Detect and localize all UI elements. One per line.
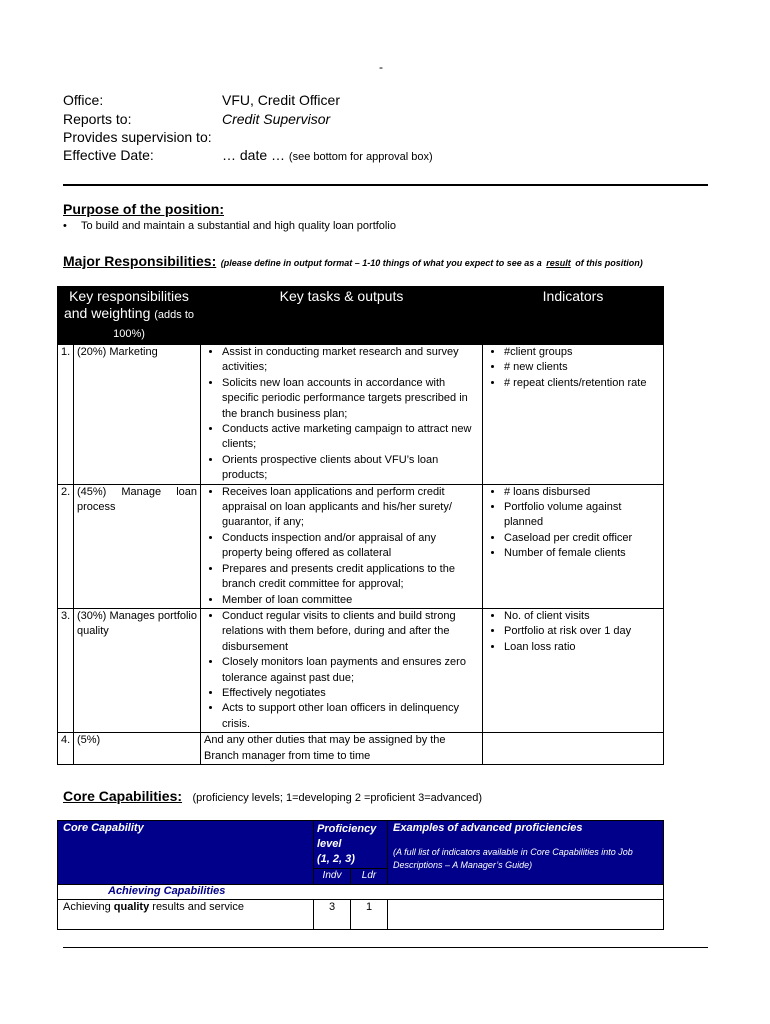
reports-label: Reports to: (63, 111, 132, 127)
indicators-cell: • # loans disbursed • Portfolio volume against planned • Caseload per credit officer • Number of female clients (483, 484, 664, 608)
core-section-label: Achieving Capabilities (58, 885, 664, 900)
core-row-capability: Achieving quality results and service (58, 900, 314, 930)
purpose-text: To build and maintain a substantial and high quality loan portfolio (81, 220, 396, 232)
major-note-link: result (546, 258, 571, 268)
reports-value: Credit Supervisor (222, 111, 331, 127)
top-mark: - (379, 60, 383, 74)
purpose-title: Purpose of the position: (63, 201, 224, 217)
table-row: 3. (30%) Manages portfolio quality • Conduct regular visits to clients and build strong relations with them before, during and after the disbursement • Closely monitors loan payments and ensures zero tolerance against past due; • Effectively negotiates • Acts to support other loan officers in delinquency crisis. • No. of client visits • Portfolio at risk over 1 day • Loan loss ratio (58, 608, 664, 732)
tasks-cell: And any other duties that may be assigned by the Branch manager from time to time (201, 733, 483, 765)
table-row: 2. (45%) Manage loan process • Receives loan applications and perform credit appraisal on loan applicants and his/her surety/ guarantor, if any; • Conducts inspection and/or appraisal of any property being offered as collateral • Prepares and presents credit applications to the branch credit committee for approval; • Member of loan committee • # loans disbursed • Portfolio volume against planned • Caseload per credit officer • Number of female clients (58, 484, 664, 608)
office-value: VFU, Credit Officer (222, 92, 340, 108)
header-divider (63, 184, 708, 186)
tasks-cell: • Receives loan applications and perform credit appraisal on loan applicants and his/her surety/ guarantor, if any; • Conducts inspection and/or appraisal of any property being offered as collateral • Prepares and presents credit applications to the branch credit committee for approval; • Member of loan committee (201, 484, 483, 608)
resp-col-tasks: Key tasks & outputs (201, 287, 483, 345)
core-row-ldr: 1 (351, 900, 388, 930)
core-header-row (58, 821, 664, 869)
resp-cell: (45%) Manage loan process (74, 484, 201, 608)
supervision-label: Provides supervision to: (63, 129, 212, 145)
resp-col-indicators: Indicators (483, 287, 664, 345)
core-col-examples: Examples of advanced proficiencies (A full list of indicators available in Core Capabilities into Job Descriptions – A Manager’s Guide) (388, 821, 664, 885)
table-row: 1. (20%) Marketing • Assist in conducting market research and survey activities; • Solicits new loan accounts in accordance with specific periodic performance targets prescribed in the branch business plan; • Conducts active marketing campaign to attract new clients; • Orients prospective clients about VFU’s loan products; • #client groups • # new clients • # repeat clients/retention rate (58, 345, 664, 485)
tasks-cell: • Assist in conducting market research and survey activities; • Solicits new loan accounts in accordance with specific periodic performance targets prescribed in the branch business plan; • Conducts active marketing campaign to attract new clients; • Orients prospective clients about VFU’s loan products; (201, 345, 483, 485)
table-row: 4. (5%) And any other duties that may be assigned by the Branch manager from time to time (58, 733, 664, 765)
date-value-line (222, 147, 433, 163)
core-row-examples (388, 900, 664, 930)
footer-divider (63, 947, 708, 948)
office-label: Office: (63, 92, 104, 108)
core-capabilities-table (57, 820, 664, 930)
table-row (58, 900, 664, 930)
indicators-cell (483, 733, 664, 765)
major-heading (63, 253, 643, 271)
major-title: Major Responsibilities: (63, 253, 217, 269)
sub-indv: Indv (314, 869, 351, 885)
tasks-cell: • Conduct regular visits to clients and build strong relations with them before, during and after the disbursement • Closely monitors loan payments and ensures zero tolerance against past due; • Effectively negotiates • Acts to support other loan officers in delinquency crisis. (201, 608, 483, 732)
date-note: (see bottom for approval box) (288, 151, 433, 163)
resp-col-responsibilities: Key responsibilities and weighting (adds to 100%) (58, 287, 201, 345)
core-col-proficiency: Proficiency level (1, 2, 3) (314, 821, 388, 869)
core-row-indv: 3 (314, 900, 351, 930)
date-value: … date … (222, 147, 286, 163)
core-title: Core Capabilities: (63, 788, 183, 804)
date-label: Effective Date: (63, 147, 154, 163)
major-note-post: of this position) (575, 258, 643, 268)
resp-cell: (30%) Manages portfolio quality (74, 608, 201, 732)
responsibilities-table (57, 286, 664, 765)
resp-cell: (5%) (74, 733, 201, 765)
core-section-row (58, 885, 664, 900)
core-note: (proficiency levels; 1=developing 2 =proficient 3=advanced) (192, 792, 483, 804)
purpose-bullet: • To build and maintain a substantial and high quality loan portfolio (63, 220, 396, 232)
resp-cell: (20%) Marketing (74, 345, 201, 485)
resp-header-row (58, 287, 664, 345)
sub-ldr: Ldr (351, 869, 388, 885)
indicators-cell: • No. of client visits • Portfolio at risk over 1 day • Loan loss ratio (483, 608, 664, 732)
core-heading (63, 788, 482, 806)
indicators-cell: • #client groups • # new clients • # repeat clients/retention rate (483, 345, 664, 485)
major-note-pre: (please define in output format – 1-10 things of what you expect to see as a (220, 258, 542, 268)
core-col-capability: Core Capability (58, 821, 314, 885)
